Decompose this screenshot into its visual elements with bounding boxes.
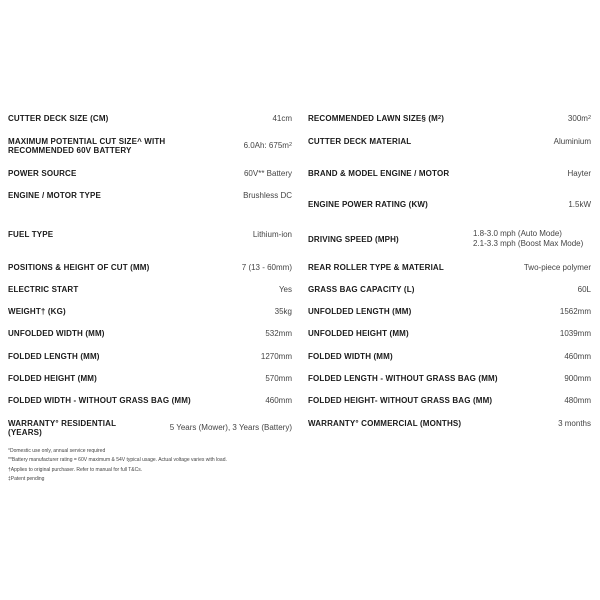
spec-value-folded-length-no-bag: 900mm (564, 374, 591, 383)
spec-label-grass-bag-capacity: GRASS BAG CAPACITY (L) (308, 285, 415, 294)
footnote-original-purchaser: †Applies to original purchaser. Refer to manual for full T&Cs. (8, 466, 143, 473)
spec-label-brand-model-engine: BRAND & MODEL ENGINE / MOTOR (308, 169, 450, 178)
spec-label-folded-width-no-bag: FOLDED WIDTH - WITHOUT GRASS BAG (MM) (8, 396, 191, 405)
spec-value-cutter-deck-size: 41cm (272, 114, 292, 123)
spec-label-recommended-lawn-size-text: RECOMMENDED LAWN SIZE§ (M (308, 114, 438, 123)
spec-value-folded-height: 570mm (265, 374, 292, 383)
spec-value-unfolded-width: 532mm (265, 329, 292, 338)
spec-label-unfolded-length: UNFOLDED LENGTH (MM) (308, 307, 412, 316)
spec-label-driving-speed: DRIVING SPEED (MPH) (308, 235, 399, 244)
spec-label-electric-start: ELECTRIC START (8, 285, 79, 294)
spec-value-driving-speed-auto: 1.8-3.0 mph (Auto Mode) (473, 229, 562, 238)
spec-value-folded-length: 1270mm (260, 352, 292, 361)
spec-value-max-cut-size (244, 141, 292, 150)
spec-value-cutter-deck-material: Aluminium (553, 137, 591, 146)
spec-value-engine-power-rating: 1.5kW (568, 200, 591, 209)
spec-label-recommended-lawn-size-sup: 2 (437, 115, 442, 122)
spec-label-folded-height-no-bag: FOLDED HEIGHT- WITHOUT GRASS BAG (MM) (308, 396, 493, 405)
spec-label-rear-roller: REAR ROLLER TYPE & MATERIAL (308, 263, 444, 272)
spec-value-recommended-lawn-size (568, 114, 591, 123)
spec-value-driving-speed-boost: 2.1-3.3 mph (Boost Max Mode) (473, 239, 584, 248)
spec-label-recommended-lawn-size-end: ) (441, 114, 445, 123)
spec-value-folded-height-no-bag: 480mm (564, 396, 591, 405)
spec-label-folded-length-no-bag: FOLDED LENGTH - WITHOUT GRASS BAG (MM) (308, 374, 498, 383)
spec-label-engine-motor-type: ENGINE / MOTOR TYPE (8, 191, 101, 200)
spec-value-unfolded-height: 1039mm (559, 329, 591, 338)
spec-value-folded-width: 460mm (564, 352, 591, 361)
spec-value-unfolded-length: 1562mm (559, 307, 591, 316)
spec-label-max-cut-size: MAXIMUM POTENTIAL CUT SIZE^ WITH RECOMMENDED 60V BATTERY (8, 137, 166, 155)
spec-label-positions-height: POSITIONS & HEIGHT OF CUT (MM) (8, 263, 150, 272)
spec-label-folded-height: FOLDED HEIGHT (MM) (8, 374, 97, 383)
spec-value-recommended-lawn-size-sup: 2 (587, 115, 591, 122)
spec-value-warranty-commercial: 3 months (558, 419, 591, 428)
spec-value-weight: 35kg (274, 307, 292, 316)
spec-label-warranty-residential: WARRANTY° RESIDENTIAL (YEARS) (8, 419, 116, 437)
spec-label-power-source: POWER SOURCE (8, 169, 77, 178)
footnote-patent-pending: ‡Patent pending (8, 475, 45, 482)
spec-value-power-source: 60V** Battery (243, 169, 292, 178)
spec-label-warranty-commercial: WARRANTY° COMMERCIAL (MONTHS) (308, 419, 462, 428)
footnote-domestic-use: °Domestic use only, annual service required (8, 448, 106, 454)
spec-label-engine-power-rating: ENGINE POWER RATING (KW) (308, 200, 428, 209)
spec-value-recommended-lawn-size-text: 300m (567, 114, 588, 123)
spec-value-warranty-residential: 5 Years (Mower), 3 Years (Battery) (169, 423, 292, 432)
spec-label-unfolded-width: UNFOLDED WIDTH (MM) (8, 329, 105, 338)
footnotes (8, 447, 428, 484)
spec-value-rear-roller: Two-piece polymer (523, 263, 591, 272)
spec-value-max-cut-size-sup: 2 (288, 142, 292, 149)
spec-label-unfolded-height: UNFOLDED HEIGHT (MM) (308, 329, 409, 338)
spec-label-folded-length: FOLDED LENGTH (MM) (8, 352, 100, 361)
spec-label-weight: WEIGHT† (KG) (8, 307, 66, 316)
spec-value-engine-motor-type: Brushless DC (243, 191, 292, 200)
spec-label-recommended-lawn-size (308, 114, 508, 123)
spec-value-electric-start: Yes (278, 285, 292, 294)
spec-label-folded-width: FOLDED WIDTH (MM) (308, 352, 393, 361)
spec-value-positions-height: 7 (13 - 60mm) (241, 263, 292, 272)
footnote-battery-rating: **Battery manufacturer rating = 60V maximum & 54V typical usage. Actual voltage varies with load. (8, 457, 227, 464)
spec-label-cutter-deck-size: CUTTER DECK SIZE (CM) (8, 114, 109, 123)
spec-value-grass-bag-capacity: 60L (577, 285, 591, 294)
spec-value-folded-width-no-bag: 460mm (265, 396, 292, 405)
spec-value-max-cut-size-text: 6.0Ah: 675m (243, 141, 289, 150)
spec-label-cutter-deck-material: CUTTER DECK MATERIAL (308, 137, 412, 146)
spec-value-fuel-type: Lithium-ion (252, 230, 292, 239)
spec-label-fuel-type: FUEL TYPE (8, 230, 54, 239)
spec-value-brand-model-engine: Hayter (567, 169, 591, 178)
